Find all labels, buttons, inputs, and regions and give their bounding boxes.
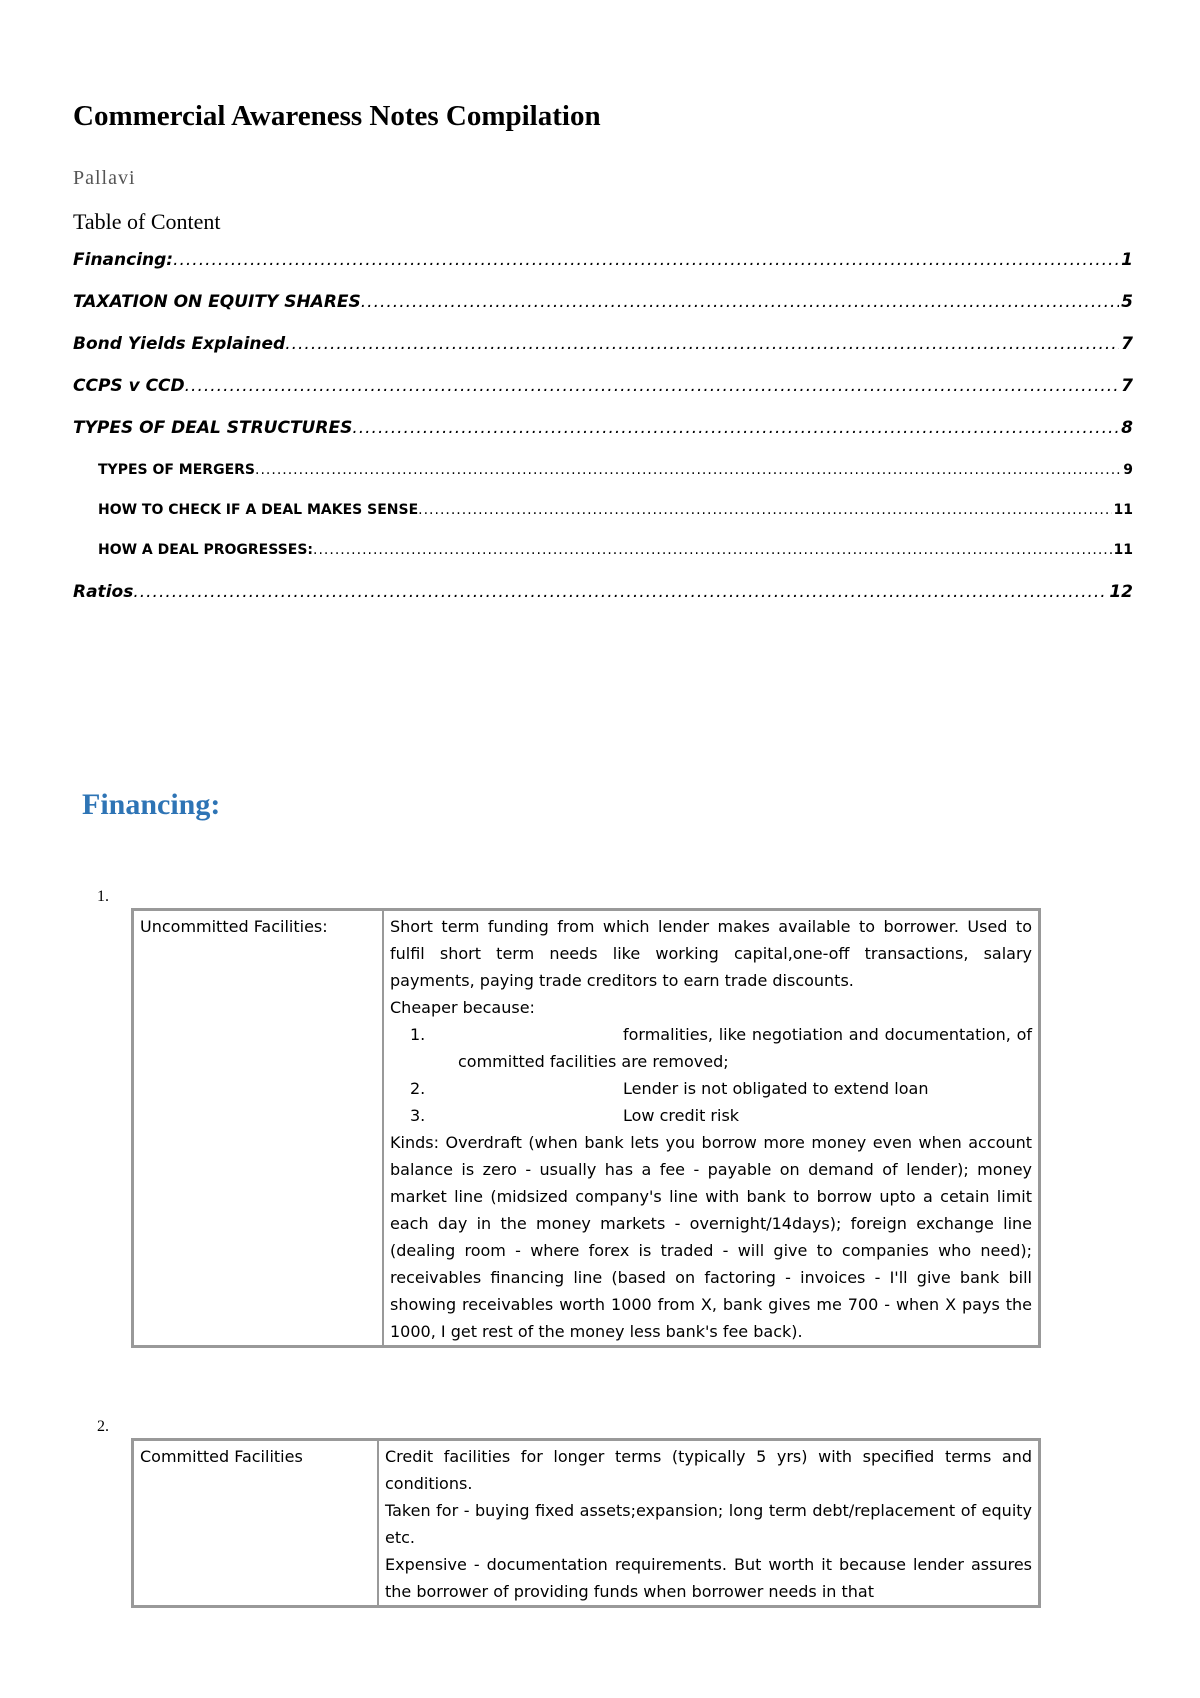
toc-entry-page: 1	[1121, 250, 1133, 270]
toc-entry-ratios[interactable]	[73, 582, 1133, 602]
uncommitted-facilities-table	[131, 908, 1041, 1348]
list-item	[390, 1102, 1032, 1129]
reasons-list	[390, 1021, 1032, 1129]
toc-entry-bond-yields[interactable]	[73, 334, 1133, 354]
toc-entry-deal-sense[interactable]	[73, 502, 1133, 518]
toc-entry-label: CCPS v CCD	[73, 376, 185, 396]
list-item-number: 2.	[410, 1079, 426, 1098]
toc-entry-deal-progress[interactable]	[73, 542, 1133, 558]
toc-entry-label: Bond Yields Explained	[73, 334, 286, 354]
toc-entry-label: HOW A DEAL PROGRESSES:	[98, 542, 314, 558]
list-item-text: Lender is not obligated to extend loan	[623, 1079, 929, 1098]
toc-entry-page: 8	[1121, 418, 1133, 438]
list-item	[390, 1075, 1032, 1102]
facility-line: Expensive - documentation requirements. But worth it because lender assures the borrower of providing funds when borrower needs in that	[385, 1555, 1032, 1601]
facility-kinds: Kinds: Overdraft (when bank lets you borrow more money even when account balance is zero - usually has a fee - payable on demand of lender); money market line (midsized company's line with bank to borrow upto a cetain limit each day in the money markets - overnight/14days); foreign exchange line (dealing room - where forex is traded - will give to companies who need); receivables financing line (based on factoring - invoices - I'll give bank bill showing receivables worth 1000 from X, bank gives me 700 - when X pays the 1000, I get rest of the money less bank's fee back).	[390, 1133, 1032, 1341]
table-row	[133, 910, 1040, 1347]
toc-entry-financing[interactable]	[73, 250, 1133, 270]
toc-leader	[173, 250, 1119, 270]
toc-entry-mergers[interactable]	[73, 462, 1133, 478]
toc-entry-label: HOW TO CHECK IF A DEAL MAKES SENSE	[98, 502, 419, 518]
committed-facilities-table	[131, 1438, 1041, 1608]
facility-term: Uncommitted Facilities:	[140, 917, 328, 936]
list-number: 1.	[97, 888, 109, 905]
list-item-text: Low credit risk	[623, 1106, 740, 1125]
facility-description-cell	[383, 910, 1040, 1347]
toc-entry-deal-structures[interactable]	[73, 418, 1133, 438]
toc-leader	[313, 542, 1111, 558]
facility-description-cell	[378, 1440, 1040, 1607]
facility-term: Committed Facilities	[140, 1447, 303, 1466]
toc-leader	[352, 418, 1119, 438]
toc-entry-page: 9	[1123, 462, 1133, 478]
facility-line: Taken for - buying fixed assets;expansion; long term debt/replacement of equity etc.	[385, 1501, 1032, 1547]
toc-leader	[418, 502, 1111, 518]
cheaper-label: Cheaper because:	[390, 998, 535, 1017]
toc-entry-page: 7	[1121, 376, 1133, 396]
toc-entry-page: 12	[1109, 582, 1133, 602]
toc-entry-label: TYPES OF DEAL STRUCTURES	[73, 418, 353, 438]
list-item-number: 3.	[410, 1106, 426, 1125]
table-row	[133, 1440, 1040, 1607]
toc-entry-label: Ratios	[73, 582, 134, 602]
list-number: 2.	[97, 1418, 109, 1435]
facility-term-cell	[133, 1440, 379, 1607]
toc-entry-ccps-ccd[interactable]	[73, 376, 1133, 396]
author-name: Pallavi	[73, 167, 136, 189]
toc-leader	[185, 376, 1120, 396]
facility-term-cell	[133, 910, 384, 1347]
list-item-text: formalities, like negotiation and documentation, of committed facilities are removed;	[458, 1025, 1032, 1071]
toc-entry-page: 11	[1113, 502, 1133, 518]
facility-intro: Short term funding from which lender makes available to borrower. Used to fulfil short term needs like working capital,one-off transactions, salary payments, paying trade creditors to earn trade discounts.	[390, 917, 1032, 990]
facility-line: Credit facilities for longer terms (typically 5 yrs) with specified terms and conditions.	[385, 1447, 1032, 1493]
toc-entry-page: 11	[1113, 542, 1133, 558]
toc-entry-taxation[interactable]	[73, 292, 1133, 312]
toc-entry-page: 5	[1121, 292, 1133, 312]
toc-leader	[133, 582, 1107, 602]
toc-leader	[361, 292, 1119, 312]
document-title: Commercial Awareness Notes Compilation	[73, 100, 601, 132]
section-heading-financing: Financing:	[82, 788, 221, 821]
toc-entry-label: Financing:	[73, 250, 174, 270]
toc-entry-label: TYPES OF MERGERS	[98, 462, 256, 478]
list-item-number: 1.	[410, 1025, 426, 1044]
toc-leader	[285, 334, 1119, 354]
toc-leader	[255, 462, 1121, 478]
list-item	[390, 1021, 1032, 1075]
toc-entry-page: 7	[1121, 334, 1133, 354]
toc-heading: Table of Content	[73, 209, 221, 234]
toc-entry-label: TAXATION ON EQUITY SHARES	[73, 292, 361, 312]
